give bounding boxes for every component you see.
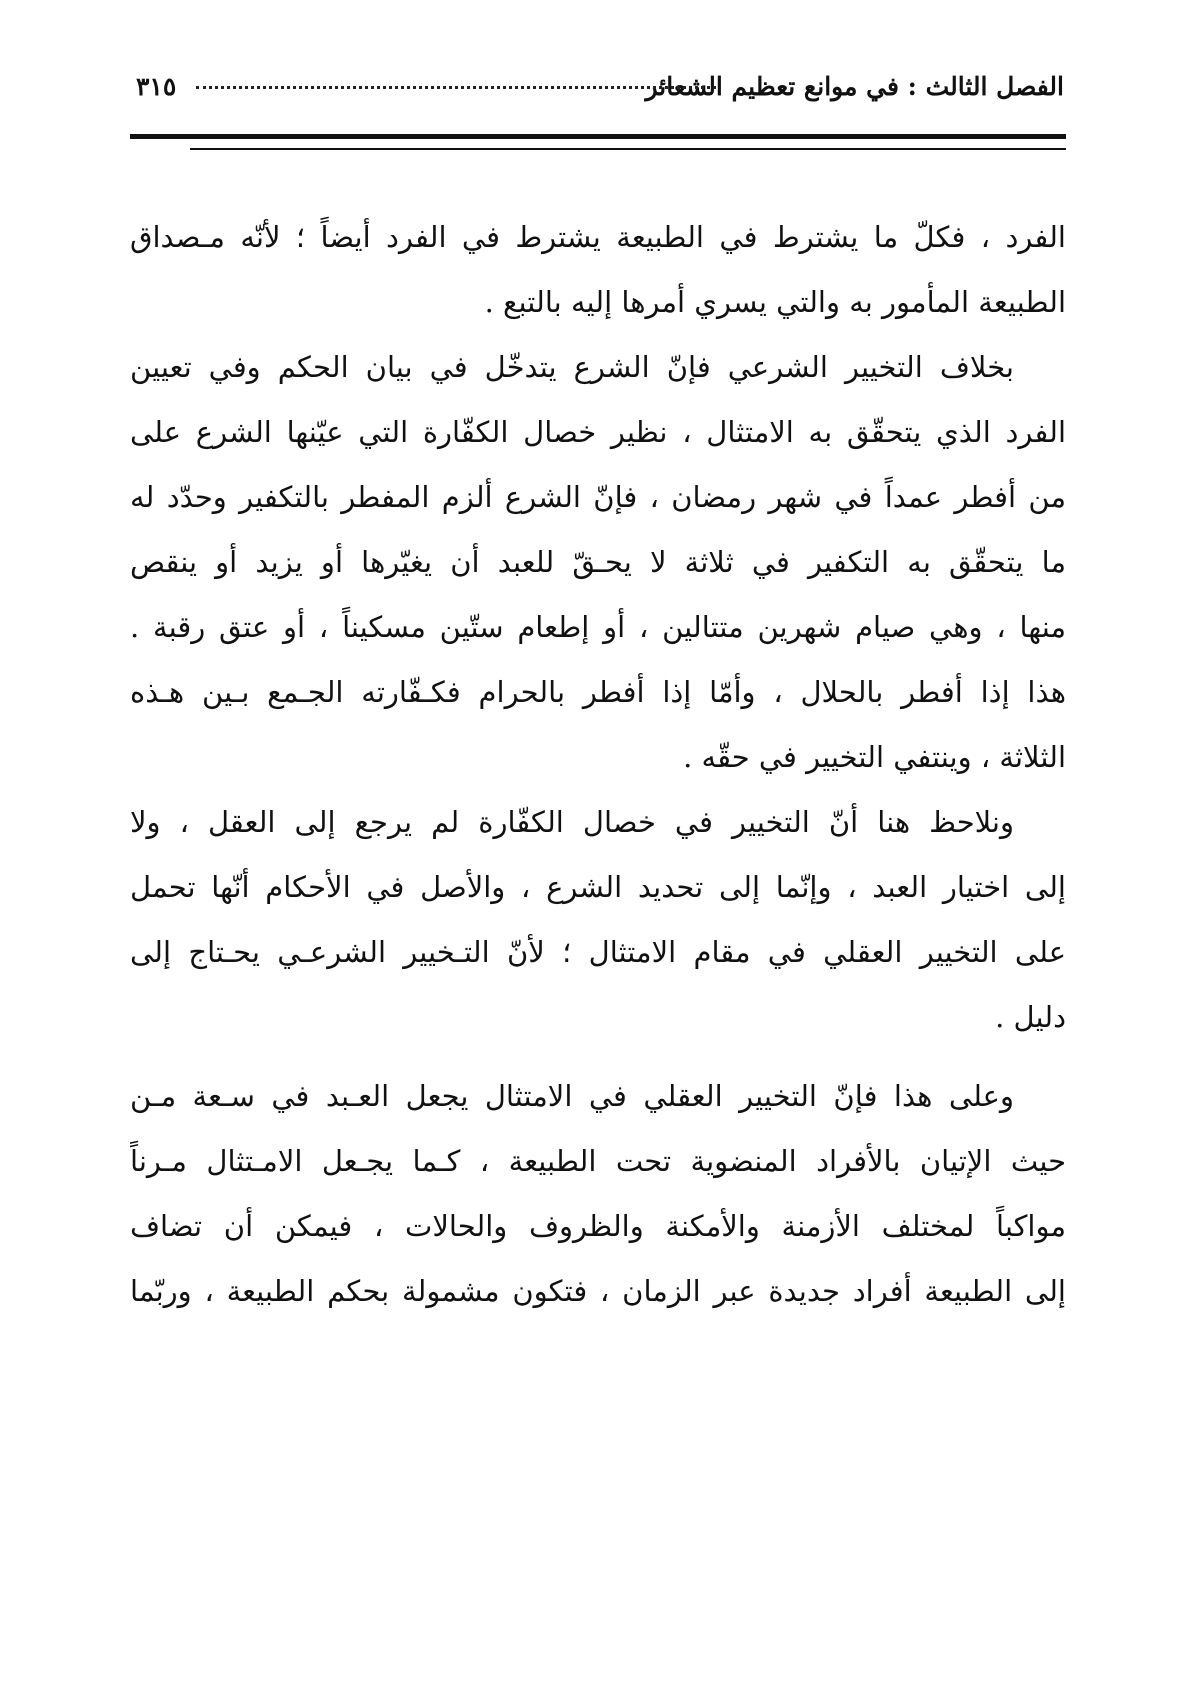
text-line: على التخيير العقلي في مقام الامتثال ؛ لأنّ التـخيير الشرعـي يحـتاج إلى: [130, 935, 1066, 969]
header-rule-thick: [130, 134, 1066, 139]
text-line: حيث الإتيان بالأفراد المنضوية تحت الطبيعة ، كـما يجـعل الامـتثال مـرناً: [130, 1144, 1066, 1178]
paragraph-3: [130, 790, 1066, 1050]
text-line: ونلاحظ هنا أنّ التخيير في خصال الكفّارة لم يرجع إلى العقل ، ولا: [130, 805, 1014, 839]
text-line: الفرد ، فكلّ ما يشترط في الطبيعة يشترط في الفرد أيضاً ؛ لأنّه مـصداق: [130, 220, 1066, 254]
paragraph-1: [130, 205, 1066, 335]
text-line: الثلاثة ، وينتفي التخيير في حقّه .: [683, 740, 1066, 774]
text-line: هذا إذا أفطر بالحلال ، وأمّا إذا أفطر بالحرام فكـفّارته الجـمع بـين هـذه: [130, 675, 1066, 709]
text-line: بخلاف التخيير الشرعي فإنّ الشرع يتدخّل في بيان الحكم وفي تعيين: [130, 350, 1014, 384]
body-text: [130, 205, 1066, 1324]
text-line: دليل .: [995, 1000, 1066, 1034]
text-line: إلى اختيار العبد ، وإنّما إلى تحديد الشرع ، والأصل في الأحكام أنّها تحمل: [130, 870, 1066, 904]
paragraph-4: [130, 1064, 1066, 1324]
text-line: الطبيعة المأمور به والتي يسري أمرها إليه بالتبع .: [484, 285, 1066, 319]
text-line: إلى الطبيعة أفراد جديدة عبر الزمان ، فتكون مشمولة بحكم الطبيعة ، وربّما: [130, 1274, 1066, 1308]
text-line: الفرد الذي يتحقّق به الامتثال ، نظير خصال الكفّارة التي عيّنها الشرع على: [130, 415, 1066, 449]
header-rule-thin: [190, 148, 1066, 150]
text-line: منها ، وهي صيام شهرين متتالين ، أو إطعام ستّين مسكيناً ، أو عتق رقبة .: [130, 610, 1066, 644]
text-line: وعلى هذا فإنّ التخيير العقلي في الامتثال يجعل العـبد في سـعة مـن: [130, 1079, 1014, 1113]
text-line: من أفطر عمداً في شهر رمضان ، فإنّ الشرع ألزم المفطر بالتكفير وحدّد له: [130, 480, 1066, 514]
page-number: ٣١٥: [136, 72, 177, 101]
leader-dots: [196, 86, 716, 89]
text-line: ما يتحقّق به التكفير في ثلاثة لا يحـقّ للعبد أن يغيّرها أو يزيد أو ينقص: [130, 545, 1066, 579]
running-header: [136, 66, 1064, 116]
text-line: مواكباً لمختلف الأزمنة والأمكنة والظروف والحالات ، فيمكن أن تضاف: [130, 1209, 1066, 1243]
chapter-title: الفصل الثالث : في موانع تعظيم الشعائر: [645, 72, 1064, 101]
paragraph-2: [130, 335, 1066, 790]
paragraph-gap: [130, 1050, 1066, 1064]
